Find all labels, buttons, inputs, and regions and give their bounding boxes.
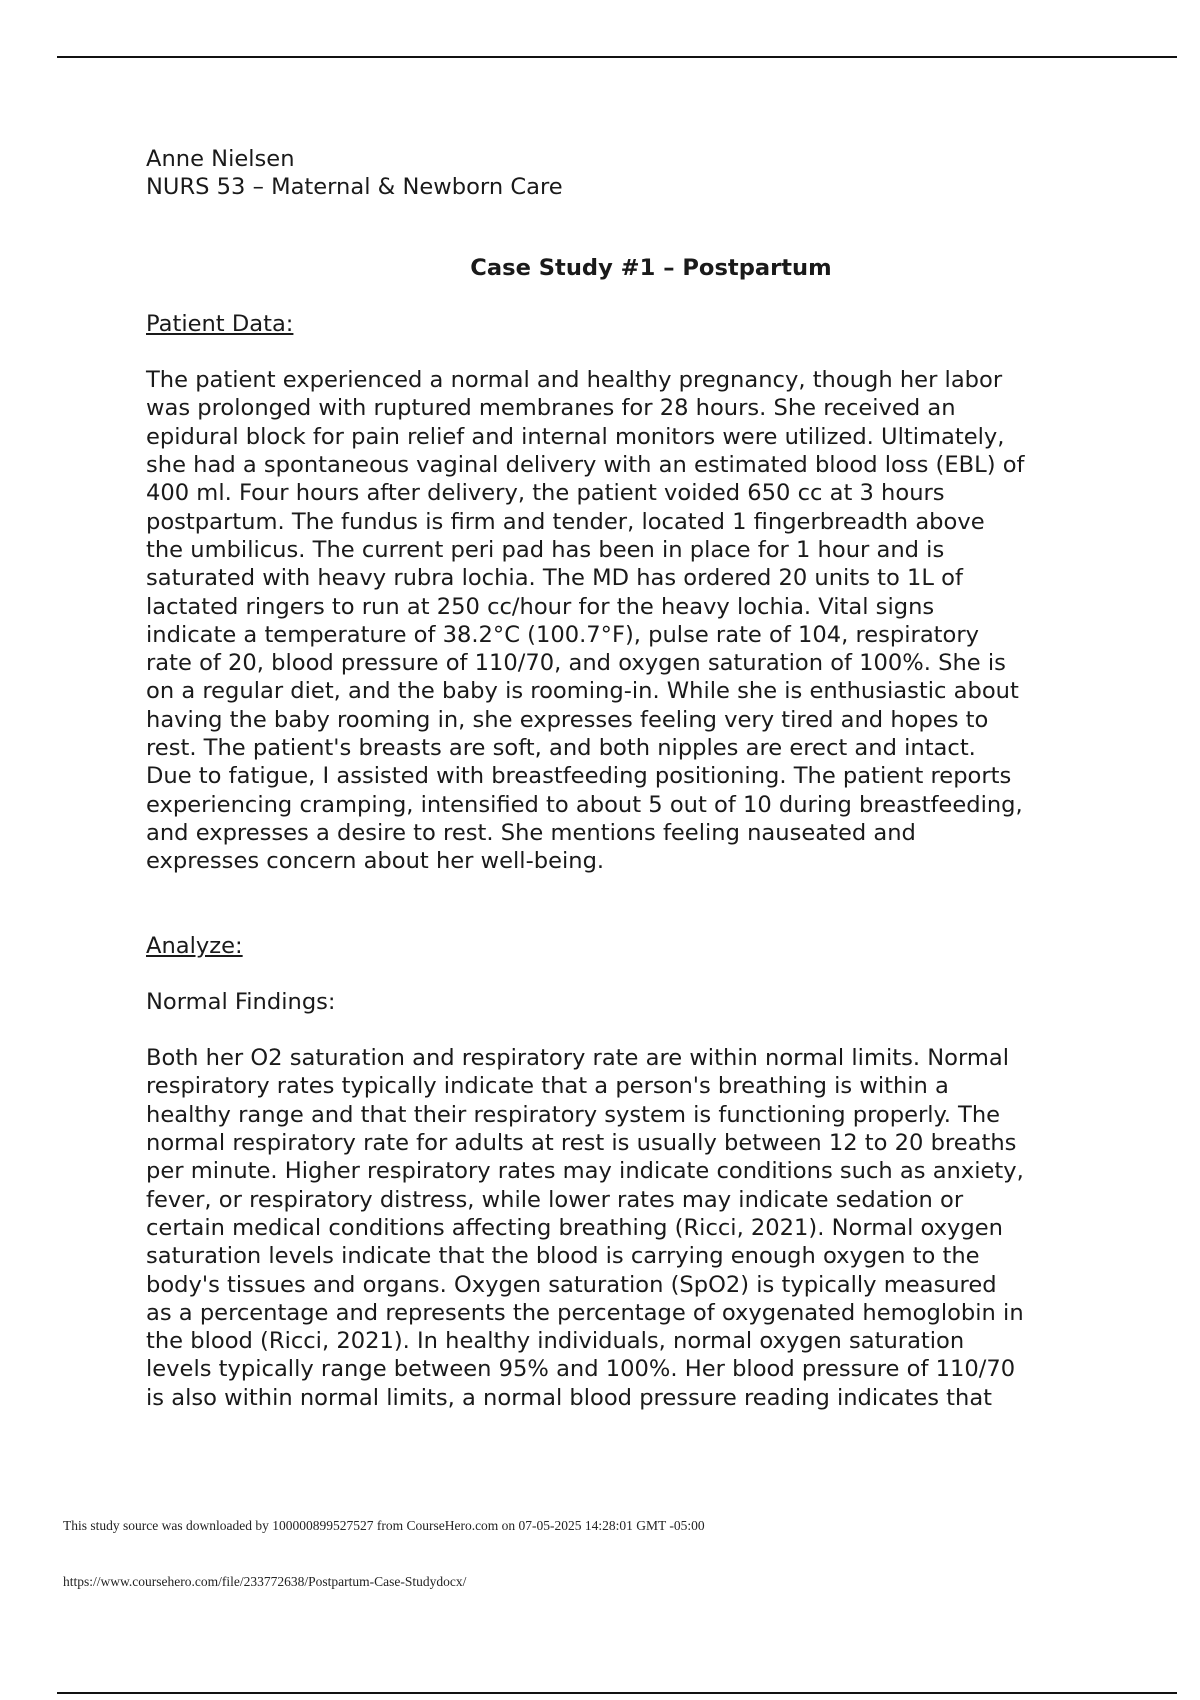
paragraph-line: rate of 20, blood pressure of 110/70, and oxygen saturation of 100%. She is [146,650,1006,677]
paragraph-line: 400 ml. Four hours after delivery, the patient voided 650 cc at 3 hours [146,480,945,507]
paragraph-line: certain medical conditions affecting breathing (Ricci, 2021). Normal oxygen [146,1214,1003,1241]
bottom-divider [57,1692,1177,1694]
patient-data-paragraph [146,366,1096,875]
normal-findings-paragraph [146,1044,1096,1412]
normal-findings-subheading: Normal Findings: [146,988,336,1015]
paragraph-line: the umbilicus. The current peri pad has been in place for 1 hour and is [146,536,945,563]
paragraph-line: and expresses a desire to rest. She mentions feeling nauseated and [146,819,916,846]
author-name: Anne Nielsen [146,146,295,172]
paragraph-line: as a percentage and represents the percentage of oxygenated hemoglobin in [146,1299,1024,1326]
document-title: Case Study #1 – Postpartum [470,254,832,281]
source-url[interactable]: https://www.coursehero.com/file/233772638/Postpartum-Case-Studydocx/ [63,1574,467,1589]
course-name: NURS 53 – Maternal & Newborn Care [146,174,563,201]
paragraph-line: saturation levels indicate that the blood is carrying enough oxygen to the [146,1243,980,1270]
paragraph-line: she had a spontaneous vaginal delivery with an estimated blood loss (EBL) of [146,452,1025,479]
top-divider [57,56,1177,58]
paragraph-line: levels typically range between 95% and 100%. Her blood pressure of 110/70 [146,1356,1016,1383]
paragraph-line: having the baby rooming in, she expresses feeling very tired and hopes to [146,706,989,733]
paragraph-line: was prolonged with ruptured membranes for 28 hours. She received an [146,395,956,422]
patient-data-heading: Patient Data: [146,310,294,337]
paragraph-line: fever, or respiratory distress, while lower rates may indicate sedation or [146,1186,964,1213]
download-notice: This study source was downloaded by 100000899527527 from CourseHero.com on 07-05-2025 14:28:01 GMT -05:00 [63,1518,705,1533]
paragraph-line: respiratory rates typically indicate that a person's breathing is within a [146,1073,949,1100]
paragraph-line: Both her O2 saturation and respiratory rate are within normal limits. Normal [146,1045,1009,1072]
paragraph-line: healthy range and that their respiratory system is functioning properly. The [146,1101,1001,1128]
paragraph-line: indicate a temperature of 38.2°C (100.7°F), pulse rate of 104, respiratory [146,621,980,648]
paragraph-line: expresses concern about her well-being. [146,848,605,875]
paragraph-line: postpartum. The fundus is firm and tender, located 1 fingerbreadth above [146,508,985,535]
paragraph-line: on a regular diet, and the baby is rooming-in. While she is enthusiastic about [146,678,1019,705]
paragraph-line: epidural block for pain relief and internal monitors were utilized. Ultimately, [146,423,1005,450]
paragraph-line: per minute. Higher respiratory rates may indicate conditions such as anxiety, [146,1158,1024,1185]
paragraph-line: is also within normal limits, a normal blood pressure reading indicates that [146,1384,993,1411]
paragraph-line: normal respiratory rate for adults at rest is usually between 12 to 20 breaths [146,1130,1017,1157]
analyze-heading: Analyze: [146,932,243,959]
paragraph-line: experiencing cramping, intensified to about 5 out of 10 during breastfeeding, [146,791,1023,818]
paragraph-line: The patient experienced a normal and healthy pregnancy, though her labor [146,367,1003,394]
paragraph-line: body's tissues and organs. Oxygen saturation (SpO2) is typically measured [146,1271,997,1298]
paragraph-line: Due to fatigue, I assisted with breastfeeding positioning. The patient reports [146,763,1012,790]
paragraph-line: saturated with heavy rubra lochia. The MD has ordered 20 units to 1L of [146,565,963,592]
paragraph-line: the blood (Ricci, 2021). In healthy individuals, normal oxygen saturation [146,1328,965,1355]
document-page [146,145,1096,1412]
paragraph-line: rest. The patient's breasts are soft, and both nipples are erect and intact. [146,735,976,762]
paragraph-line: lactated ringers to run at 250 cc/hour for the heavy lochia. Vital signs [146,593,935,620]
